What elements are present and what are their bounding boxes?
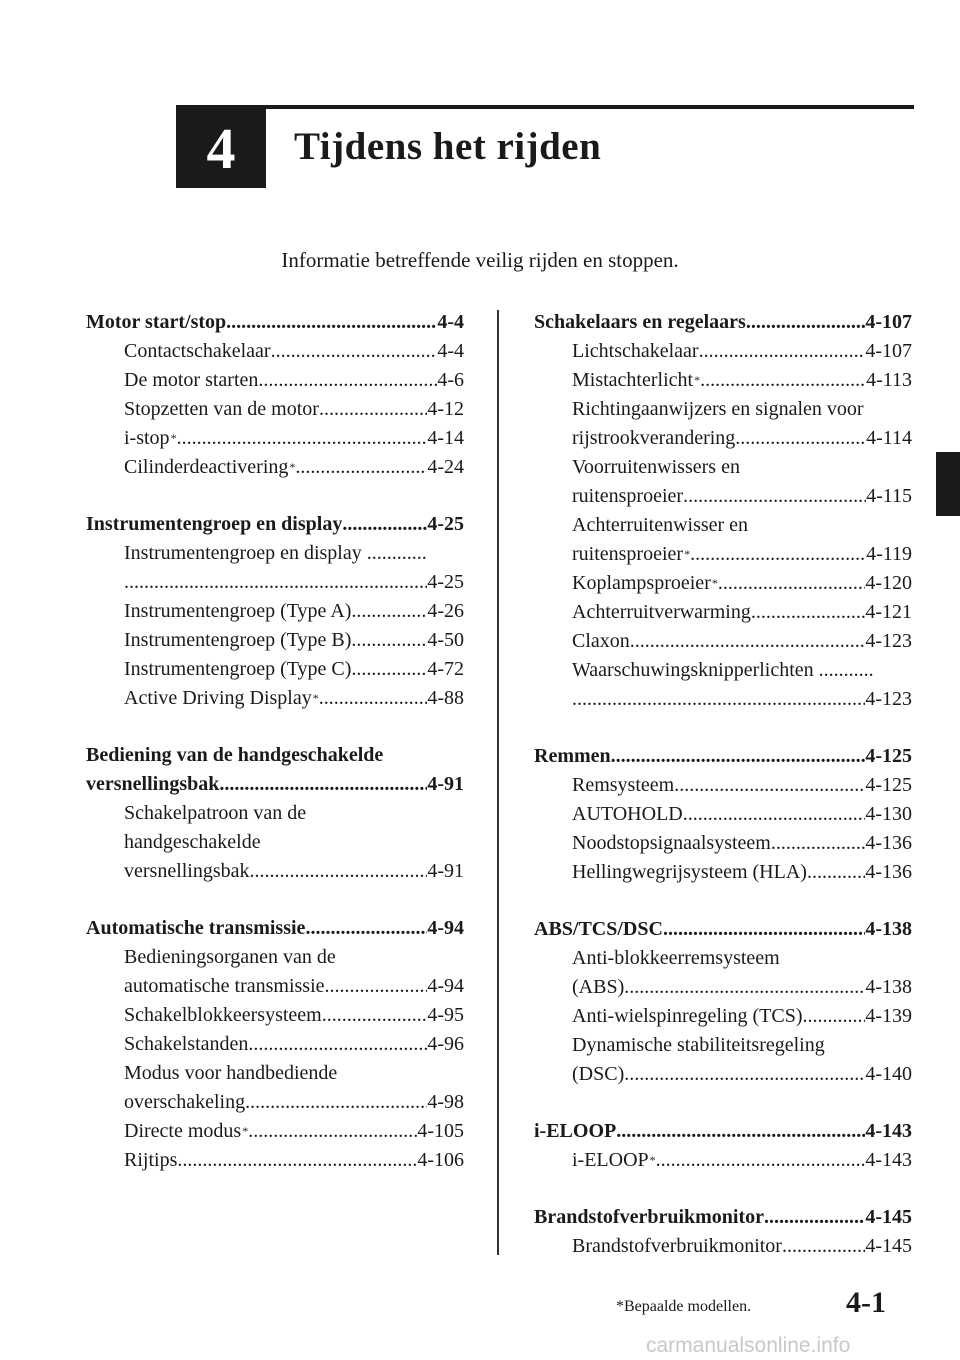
heading-entry-row <box>534 308 912 337</box>
entry-page-ref: 4-106 <box>417 1149 464 1171</box>
toc-section <box>534 1117 912 1175</box>
entry-title: Remsysteem <box>572 774 675 796</box>
leader-dots <box>616 1117 865 1146</box>
footnote: *Bepaalde modellen. <box>616 1298 752 1315</box>
entry-row <box>124 366 464 395</box>
section-heading[interactable] <box>534 1117 912 1146</box>
asterisk-marker: * <box>312 691 319 705</box>
entry-row <box>124 972 464 1001</box>
toc-section <box>86 510 464 713</box>
toc-section <box>534 308 912 714</box>
toc-entry[interactable] <box>534 1002 912 1031</box>
leader-dots <box>250 857 428 886</box>
toc-entry[interactable] <box>534 771 912 800</box>
heading-entry-row <box>86 510 464 539</box>
section-heading[interactable] <box>534 1203 912 1232</box>
watermark: carmanualsonline.info <box>646 1334 851 1357</box>
entry-page-ref: 4-95 <box>427 1004 464 1026</box>
asterisk-marker: * <box>694 373 701 387</box>
leader-dots <box>295 453 427 482</box>
entry-page-ref: 4-114 <box>866 427 912 449</box>
toc-entry[interactable] <box>86 1146 464 1175</box>
entry-page-ref: 4-12 <box>427 398 464 420</box>
entry-page-ref: 4-91 <box>427 860 464 882</box>
toc-left-column <box>86 308 464 1203</box>
entry-page-ref: 4-115 <box>866 485 912 507</box>
section-heading[interactable] <box>534 308 912 337</box>
entry-title: Directe modus <box>124 1120 242 1142</box>
entry-row <box>572 482 912 511</box>
leader-dots <box>248 1030 427 1059</box>
leader-dots <box>683 482 866 511</box>
entry-row <box>572 627 912 656</box>
entry-title: Noodstopsignaalsysteem <box>572 832 771 854</box>
column-divider <box>497 310 499 1255</box>
page-number: 4-1 <box>846 1286 886 1319</box>
toc-entry[interactable] <box>86 799 464 886</box>
entry-row <box>124 424 464 453</box>
asterisk-marker: * <box>711 576 718 590</box>
entry-row <box>572 1146 912 1175</box>
leader-dots <box>735 424 866 453</box>
entry-row <box>124 1088 464 1117</box>
toc-entry[interactable] <box>534 395 912 453</box>
entry-row <box>124 568 464 597</box>
entry-row <box>572 858 912 887</box>
section-heading[interactable] <box>534 915 912 944</box>
leader-dots <box>624 973 865 1002</box>
toc-section <box>86 741 464 886</box>
heading-page-ref: 4-91 <box>427 773 464 795</box>
leader-dots <box>611 742 866 771</box>
entry-page-ref: 4-145 <box>865 1235 912 1257</box>
leader-dots <box>572 685 865 714</box>
entry-title: Schakelblokkeersysteem <box>124 1004 322 1026</box>
entry-page-ref: 4-26 <box>427 600 464 622</box>
asterisk-marker: * <box>649 1153 656 1167</box>
entry-row <box>124 1030 464 1059</box>
toc-entry[interactable] <box>534 858 912 887</box>
leader-dots <box>245 1088 427 1117</box>
toc-entry[interactable] <box>86 424 464 453</box>
entry-text-line: Bedieningsorganen van de <box>124 946 336 968</box>
entry-page-ref: 4-125 <box>865 774 912 796</box>
entry-row <box>572 829 912 858</box>
entry-text-line: Achterruitenwisser en <box>572 514 749 536</box>
toc-entry[interactable] <box>534 1146 912 1175</box>
heading-title: Remmen <box>534 745 611 767</box>
heading-page-ref: 4-125 <box>865 745 912 767</box>
entry-page-ref: 4-138 <box>865 976 912 998</box>
toc-entry[interactable] <box>534 627 912 656</box>
leader-dots <box>764 1203 865 1232</box>
entry-title: Koplampsproeier <box>572 572 711 594</box>
toc-entry[interactable] <box>534 1232 912 1261</box>
entry-title: Achterruitverwarming <box>572 601 751 623</box>
entry-page-ref: 4-120 <box>865 572 912 594</box>
entry-text-line: Richtingaanwijzers en signalen voor <box>572 398 864 420</box>
entry-title: Schakelstanden <box>124 1033 249 1055</box>
section-heading[interactable] <box>86 741 464 799</box>
asterisk-marker: * <box>170 431 177 445</box>
entry-title: De motor starten <box>124 369 259 391</box>
chapter-side-tab <box>936 452 960 516</box>
entry-page-ref: 4-113 <box>866 369 912 391</box>
entry-text-line: Schakelpatroon van de <box>124 802 307 824</box>
entry-row <box>572 337 912 366</box>
section-heading[interactable] <box>86 510 464 539</box>
leader-dots <box>624 1060 865 1089</box>
entry-page-ref: 4-6 <box>437 369 464 391</box>
leader-dots <box>325 972 428 1001</box>
leader-dots <box>803 1002 866 1031</box>
entry-row <box>572 973 912 1002</box>
heading-title: Automatische transmissie <box>86 917 306 939</box>
entry-page-ref: 4-4 <box>437 340 464 362</box>
entry-text-line: Dynamische stabiliteitsregeling <box>572 1034 825 1056</box>
entry-page-ref: 4-72 <box>427 658 464 680</box>
leader-dots <box>683 800 866 829</box>
entry-page-ref: 4-96 <box>427 1033 464 1055</box>
entry-page-ref: 4-24 <box>427 456 464 478</box>
entry-title: Instrumentengroep (Type C) <box>124 658 352 680</box>
entry-page-ref: 4-88 <box>427 687 464 709</box>
chapter-title: Tijdens het rijden <box>294 125 602 168</box>
leader-dots <box>351 597 427 626</box>
entry-row <box>572 1060 912 1089</box>
entry-text-line: Instrumentengroep en display ............ <box>124 542 427 564</box>
entry-title: Brandstofverbruikmonitor <box>572 1235 782 1257</box>
toc-entry[interactable] <box>534 366 912 395</box>
leader-dots <box>124 568 427 597</box>
entry-row <box>572 1002 912 1031</box>
toc-entry[interactable] <box>534 453 912 511</box>
asterisk-marker: * <box>242 1124 249 1138</box>
asterisk-marker: * <box>289 460 296 474</box>
toc-section <box>534 915 912 1089</box>
entry-row <box>124 626 464 655</box>
heading-title: Schakelaars en regelaars <box>534 311 746 333</box>
entry-title: (ABS) <box>572 976 625 998</box>
entry-title: Lichtschakelaar <box>572 340 699 362</box>
entry-page-ref: 4-25 <box>427 571 464 593</box>
entry-row <box>572 685 912 714</box>
entry-page-ref: 4-143 <box>865 1149 912 1171</box>
entry-page-ref: 4-105 <box>417 1120 464 1142</box>
asterisk-marker: * <box>684 547 691 561</box>
entry-text-line: Anti-blokkeerremsysteem <box>572 947 780 969</box>
entry-page-ref: 4-94 <box>427 975 464 997</box>
section-heading[interactable] <box>534 742 912 771</box>
entry-title: i-ELOOP <box>572 1149 649 1171</box>
heading-entry-row <box>86 308 464 337</box>
entry-title: Cilinderdeactivering <box>124 456 289 478</box>
entry-page-ref: 4-119 <box>866 543 912 565</box>
leader-dots <box>690 540 866 569</box>
leader-dots <box>751 598 866 627</box>
entry-row <box>572 424 912 453</box>
entry-row <box>572 598 912 627</box>
entry-title: Active Driving Display <box>124 687 312 709</box>
toc-entry[interactable] <box>534 511 912 569</box>
heading-title: i-ELOOP <box>534 1120 617 1142</box>
leader-dots <box>271 337 438 366</box>
heading-text-line: Bediening van de handgeschakelde <box>86 744 384 766</box>
toc-section <box>534 1203 912 1261</box>
entry-title: Rijtips <box>124 1149 178 1171</box>
entry-row <box>572 569 912 598</box>
entry-page-ref: 4-136 <box>865 861 912 883</box>
toc-entry[interactable] <box>86 539 464 597</box>
entry-title: versnellingsbak <box>124 860 250 882</box>
chapter-number: 4 <box>206 115 236 181</box>
entry-row <box>572 366 912 395</box>
leader-dots <box>219 770 427 799</box>
entry-title: (DSC) <box>572 1063 625 1085</box>
leader-dots <box>319 395 427 424</box>
leader-dots <box>342 510 427 539</box>
entry-title: Instrumentengroep (Type B) <box>124 629 352 651</box>
heading-title: Instrumentengroep en display <box>86 513 343 535</box>
leader-dots <box>258 366 437 395</box>
entry-page-ref: 4-50 <box>427 629 464 651</box>
heading-page-ref: 4-94 <box>427 917 464 939</box>
leader-dots <box>718 569 865 598</box>
leader-dots <box>700 366 866 395</box>
leader-dots <box>226 308 437 337</box>
entry-row <box>124 597 464 626</box>
entry-page-ref: 4-136 <box>865 832 912 854</box>
entry-title: automatische transmissie <box>124 975 325 997</box>
heading-entry-row <box>534 915 912 944</box>
entry-text-line: Waarschuwingsknipperlichten ........... <box>572 659 874 681</box>
entry-title: i-stop <box>124 427 170 449</box>
heading-page-ref: 4-145 <box>865 1206 912 1228</box>
entry-page-ref: 4-140 <box>865 1063 912 1085</box>
entry-page-ref: 4-123 <box>865 688 912 710</box>
leader-dots <box>322 1001 428 1030</box>
leader-dots <box>351 655 427 684</box>
entry-row <box>572 1232 912 1261</box>
heading-page-ref: 4-107 <box>865 311 912 333</box>
toc-entry[interactable] <box>86 684 464 713</box>
entry-title: Contactschakelaar <box>124 340 271 362</box>
heading-title: Brandstofverbruikmonitor <box>534 1206 764 1228</box>
toc-entry[interactable] <box>534 944 912 1002</box>
heading-entry-row <box>86 914 464 943</box>
entry-row <box>124 1117 464 1146</box>
entry-title: rijstrookverandering <box>572 427 736 449</box>
toc-section <box>534 742 912 887</box>
leader-dots <box>674 771 865 800</box>
entry-text-line: handgeschakelde <box>124 831 261 853</box>
chapter-top-rule <box>176 105 914 109</box>
toc-entry[interactable] <box>86 597 464 626</box>
heading-title: ABS/TCS/DSC <box>534 918 663 940</box>
heading-entry-row <box>86 770 464 799</box>
entry-row <box>572 540 912 569</box>
toc-entry[interactable] <box>86 1059 464 1117</box>
entry-row <box>124 1001 464 1030</box>
leader-dots <box>305 914 427 943</box>
section-heading[interactable] <box>86 308 464 337</box>
toc-entry[interactable] <box>86 1117 464 1146</box>
section-heading[interactable] <box>86 914 464 943</box>
entry-page-ref: 4-139 <box>865 1005 912 1027</box>
entry-text-line: Voorruitenwissers en <box>572 456 740 478</box>
heading-title: Motor start/stop <box>86 311 227 333</box>
heading-page-ref: 4-143 <box>865 1120 912 1142</box>
toc-section <box>86 914 464 1175</box>
toc-entry[interactable] <box>86 655 464 684</box>
entry-page-ref: 4-130 <box>865 803 912 825</box>
entry-text-line: Modus voor handbediende <box>124 1062 338 1084</box>
entry-title: Instrumentengroep (Type A) <box>124 600 352 622</box>
toc-entry[interactable] <box>86 626 464 655</box>
leader-dots <box>630 627 866 656</box>
leader-dots <box>177 424 428 453</box>
entry-row <box>124 857 464 886</box>
entry-title: Anti-wielspinregeling (TCS) <box>572 1005 803 1027</box>
entry-row <box>124 655 464 684</box>
toc-entry[interactable] <box>86 337 464 366</box>
toc-entry[interactable] <box>534 337 912 366</box>
entry-title: ruitensproeier <box>572 485 684 507</box>
heading-title: versnellingsbak <box>86 773 220 795</box>
entry-page-ref: 4-121 <box>865 601 912 623</box>
entry-row <box>124 337 464 366</box>
leader-dots <box>782 1232 865 1261</box>
entry-page-ref: 4-107 <box>865 340 912 362</box>
entry-title: Stopzetten van de motor <box>124 398 319 420</box>
entry-title: ruitensproeier <box>572 543 684 565</box>
leader-dots <box>746 308 866 337</box>
leader-dots <box>177 1146 417 1175</box>
leader-dots <box>771 829 865 858</box>
heading-page-ref: 4-4 <box>437 311 464 333</box>
entry-row <box>124 453 464 482</box>
toc-entry[interactable] <box>86 1001 464 1030</box>
leader-dots <box>248 1117 417 1146</box>
toc-entry[interactable] <box>534 656 912 714</box>
entry-page-ref: 4-98 <box>427 1091 464 1113</box>
leader-dots <box>319 684 428 713</box>
entry-row <box>124 684 464 713</box>
heading-entry-row <box>534 1203 912 1232</box>
leader-dots <box>663 915 865 944</box>
entry-title: Hellingwegrijsysteem (HLA) <box>572 861 807 883</box>
heading-page-ref: 4-25 <box>427 513 464 535</box>
toc-entry[interactable] <box>534 569 912 598</box>
toc-entry[interactable] <box>534 829 912 858</box>
toc-entry[interactable] <box>534 1031 912 1089</box>
leader-dots <box>656 1146 866 1175</box>
entry-row <box>124 395 464 424</box>
toc-right-column <box>534 308 912 1289</box>
heading-page-ref: 4-138 <box>865 918 912 940</box>
toc-entry[interactable] <box>534 598 912 627</box>
toc-entry[interactable] <box>534 800 912 829</box>
toc-entry[interactable] <box>86 943 464 1001</box>
entry-page-ref: 4-123 <box>865 630 912 652</box>
chapter-subtitle: Informatie betreffende veilig rijden en stoppen. <box>281 248 679 272</box>
toc-entry[interactable] <box>86 395 464 424</box>
entry-title: overschakeling <box>124 1091 246 1113</box>
chapter-number-box <box>176 108 266 188</box>
entry-row <box>124 1146 464 1175</box>
entry-page-ref: 4-14 <box>427 427 464 449</box>
entry-title: Claxon <box>572 630 630 652</box>
toc-section <box>86 308 464 482</box>
entry-row <box>572 771 912 800</box>
entry-title: AUTOHOLD <box>572 803 683 825</box>
heading-entry-row <box>534 742 912 771</box>
heading-entry-row <box>534 1117 912 1146</box>
toc-entry[interactable] <box>86 1030 464 1059</box>
leader-dots <box>351 626 427 655</box>
toc-entry[interactable] <box>86 453 464 482</box>
entry-row <box>572 800 912 829</box>
toc-entry[interactable] <box>86 366 464 395</box>
leader-dots <box>807 858 865 887</box>
entry-title: Mistachterlicht <box>572 369 694 391</box>
leader-dots <box>699 337 866 366</box>
